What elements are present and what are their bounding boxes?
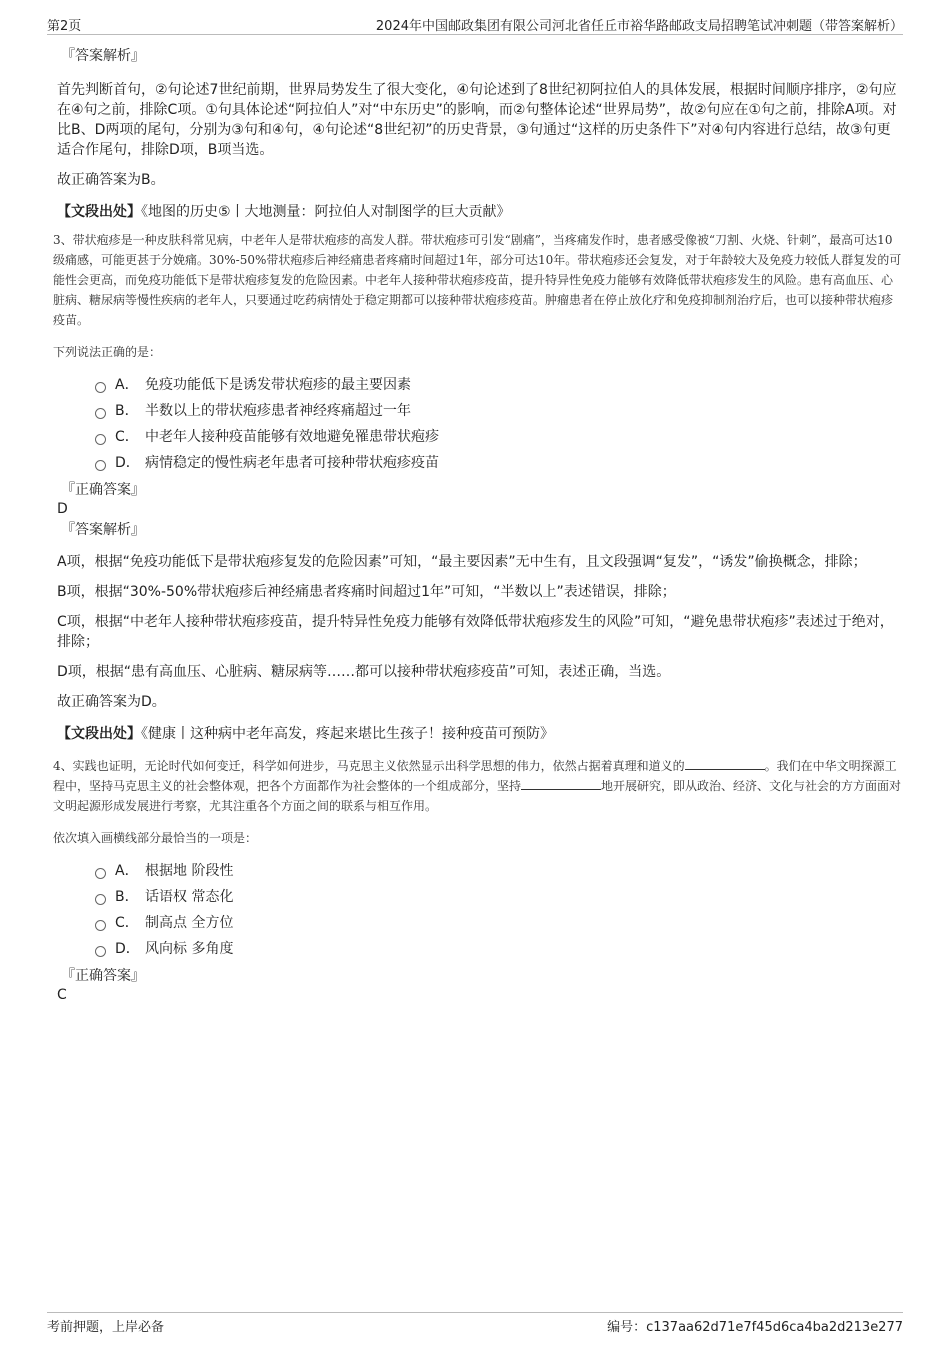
question-2-analysis bbox=[57, 46, 903, 222]
option-d[interactable]: D． 病情稳定的慢性病老年患者可接种带状疱疹疫苗 bbox=[95, 450, 903, 476]
question-prompt: 依次填入画横线部分最恰当的一项是： bbox=[53, 831, 258, 845]
footer-serial: 编号：c137aa62d71e7f45d6ca4ba2d213e277 bbox=[607, 1320, 903, 1335]
question-text: 4、实践也证明，无论时代如何变迁，科学如何进步，马克思主义依然显示出科学思想的伟力，依然占据着真理和道义的 。我们在中华文明探源工程中，坚持马克思主义的社会整体观，把各个方面都作为社会整体的一个组成部分，坚持 地开展研究，即从政治、经济、文化与社会的方方面面对文明起源形成发展进行考察，尤其注重各个方面之间的联系与相互作用。 bbox=[53, 759, 902, 813]
radio-icon[interactable] bbox=[95, 920, 106, 931]
radio-icon[interactable] bbox=[95, 460, 106, 471]
option-c[interactable]: C． 制高点 全方位 bbox=[95, 910, 903, 936]
option-d[interactable]: D． 风向标 多角度 bbox=[95, 936, 903, 962]
option-c[interactable]: C． 中老年人接种疫苗能够有效地避免罹患带状疱疹 bbox=[95, 424, 903, 450]
source-title: 《地图的历史⑤丨大地测量：阿拉伯人对制图学的巨大贡献》 bbox=[141, 204, 511, 220]
footer-slogan: 考前押题，上岸必备 bbox=[47, 1320, 165, 1335]
source-line bbox=[57, 202, 903, 222]
source-label: 【文段出处】 bbox=[57, 204, 141, 220]
options-list bbox=[57, 372, 903, 476]
analysis-conclusion: 故正确答案为B。 bbox=[57, 172, 165, 188]
analysis-conclusion: 故正确答案为D。 bbox=[57, 694, 166, 710]
option-b[interactable]: B． 半数以上的带状疱疹患者神经疼痛超过一年 bbox=[95, 398, 903, 424]
source-line bbox=[57, 724, 903, 744]
option-b[interactable]: B． 话语权 常态化 bbox=[95, 884, 903, 910]
page-number: 第2页 bbox=[47, 19, 82, 34]
answer-label: 『正确答案』 bbox=[61, 482, 145, 498]
analysis-text: 首先判断首句，②句论述7世纪前期，世界局势发生了很大变化，④句论述到了8世纪初阿拉伯人的具体发展，根据时间顺序排序，②句应在④句之前，排除C项。①句具体论述“阿拉伯人”对“中东历史”的影响，而②句整体论述“世界局势”，故②句应在①句之前，排除A项。对比B、D两项的尾句，分别为③句和④句，④句论述“8世纪初”的历史背景，③句通过“这样的历史条件下”对④句内容进行总结，故③句更适合作尾句，排除D项，B项当选。 bbox=[57, 82, 897, 158]
question-prompt: 下列说法正确的是： bbox=[53, 345, 162, 359]
analysis-label: 『答案解析』 bbox=[61, 48, 145, 64]
question-text: 3、带状疱疹是一种皮肤科常见病，中老年人是带状疱疹的高发人群。带状疱疹可引发“剧痛”，当疼痛发作时，患者感受像被“刀割、火烧、针刺”，最高可达10级痛感，可能更甚于分娩痛。30%-50%带状疱疹后神经痛患者疼痛时间超过1年，部分可达10年。带状疱疹还会复发，对于年龄较大及免疫力较低人群复发的可能性会更高，而免疫功能低下是带状疱疹复发的危险因素。中老年人接种带状疱疹疫苗，提升特异性免疫力能够有效降低带状疱疹发生的风险。患有高血压、心脏病、糖尿病等慢性疾病的老年人，只要通过吃药病情处于稳定期都可以接种带状疱疹疫苗。肿瘤患者在停止放化疗和免疫抑制剂治疗后，也可以接种带状疱疹疫苗。 bbox=[53, 233, 902, 327]
radio-icon[interactable] bbox=[95, 946, 106, 957]
radio-icon[interactable] bbox=[95, 868, 106, 879]
answer-value: D bbox=[57, 501, 68, 517]
page-header bbox=[47, 12, 903, 35]
page-footer bbox=[47, 1312, 903, 1335]
radio-icon[interactable] bbox=[95, 408, 106, 419]
analysis-option-b: B项，根据“30%-50%带状疱疹后神经痛患者疼痛时间超过1年”可知，“半数以上”表述错误，排除； bbox=[57, 584, 676, 600]
answer-label: 『正确答案』 bbox=[61, 968, 145, 984]
source-title: 《健康丨这种病中老年高发，疼起来堪比生孩子！接种疫苗可预防》 bbox=[141, 726, 554, 742]
answer-value: C bbox=[57, 987, 67, 1003]
blank-1 bbox=[685, 757, 765, 770]
option-a[interactable]: A． 根据地 阶段性 bbox=[95, 858, 903, 884]
radio-icon[interactable] bbox=[95, 894, 106, 905]
analysis-option-a: A项，根据“免疫功能低下是带状疱疹复发的危险因素”可知，“最主要因素”无中生有，且文段强调“复发”，“诱发”偷换概念，排除； bbox=[57, 554, 867, 570]
radio-icon[interactable] bbox=[95, 434, 106, 445]
radio-icon[interactable] bbox=[95, 382, 106, 393]
question-3 bbox=[53, 230, 903, 744]
document-title: 2024年中国邮政集团有限公司河北省任丘市裕华路邮政支局招聘笔试冲刺题（带答案解析） bbox=[375, 19, 903, 34]
analysis-option-d: D项，根据“患有高血压、心脏病、糖尿病等……都可以接种带状疱疹疫苗”可知，表述正确，当选。 bbox=[57, 664, 671, 680]
options-list bbox=[57, 858, 903, 962]
option-a[interactable]: A． 免疫功能低下是诱发带状疱疹的最主要因素 bbox=[95, 372, 903, 398]
analysis-label: 『答案解析』 bbox=[61, 522, 145, 538]
analysis-option-c: C项，根据“中老年人接种带状疱疹疫苗，提升特异性免疫力能够有效降低带状疱疹发生的风险”可知，“避免患带状疱疹”表述过于绝对，排除； bbox=[57, 614, 894, 650]
blank-2 bbox=[521, 777, 601, 790]
question-4 bbox=[53, 756, 903, 1004]
page-content bbox=[53, 46, 903, 1004]
source-label: 【文段出处】 bbox=[57, 726, 141, 742]
